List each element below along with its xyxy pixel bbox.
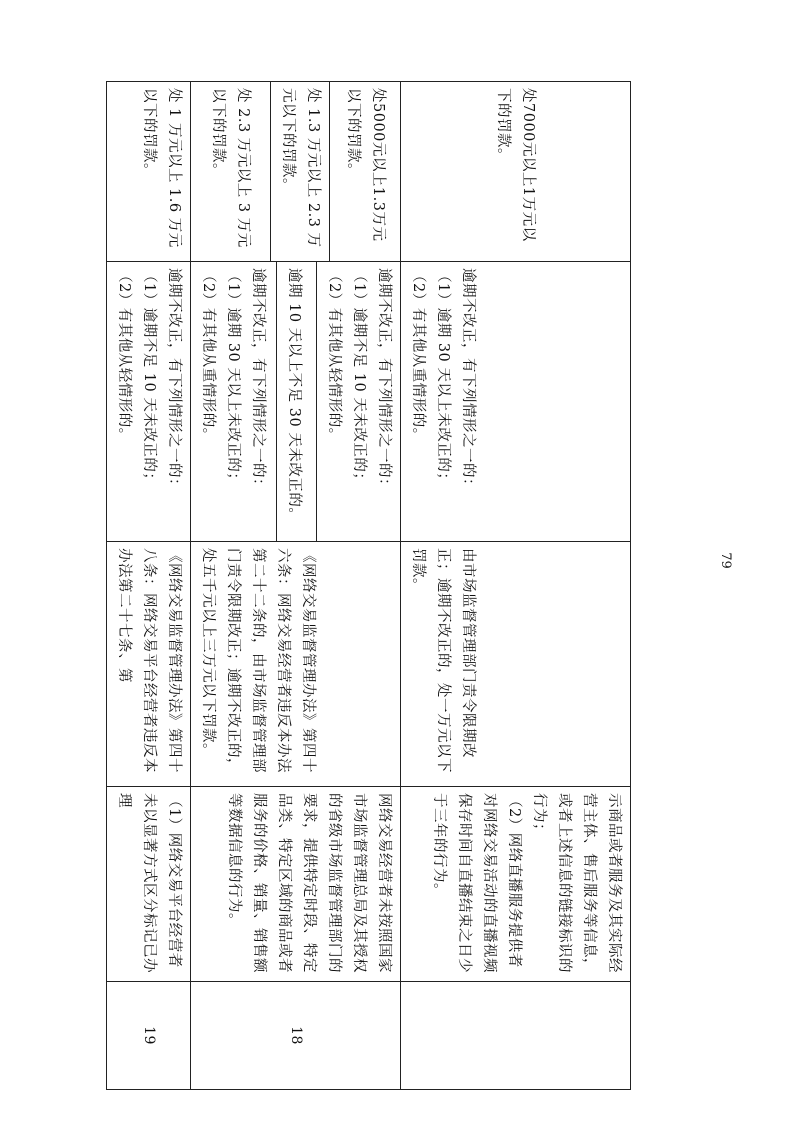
table-frame: [116, 81, 631, 1089]
row-number-cell: 18: [191, 982, 401, 1090]
circumstance-cell: 逾期不改正，有下列情形之一的： （1）逾期 30 天以上未改正的； （2）有其他从重情形的。: [401, 262, 631, 542]
circumstance-cell: 逾期 10 天以上不足 30 天未改正的。: [277, 262, 317, 541]
main-table: [106, 81, 631, 1090]
table-row: [107, 82, 191, 1090]
row-number-cell: [401, 982, 631, 1090]
penalty-group-cell: [191, 82, 401, 262]
circumstance-subtable: [191, 262, 400, 541]
basis-cell: 《网络交易监督管理办法》第四十八条：网络交易平台经营者违反本办法第二十七条、第: [107, 542, 191, 787]
behavior-cell: 示商品或者服务及其实际经营主体、售后服务等信息，或者上述信息的链接标识的行为； （2）网络直播服务提供者对网络交易活动的直播视频保存时间自直播结束之日少于三年的行为。: [401, 787, 631, 982]
basis-cell: 《网络交易监督管理办法》第四十六条：网络交易经营者违反本办法第二十二条的，由市场监督管理部门责令限期改正；逾期不改正的，处五千元以上三万元以下罚款。: [191, 542, 401, 787]
behavior-cell: （1）网络交易平台经营者未以显著方式区分标记已办理: [107, 787, 191, 982]
page-number: 79: [717, 552, 733, 569]
circumstance-cell: 逾期不改正，有下列情形之一的： （1）逾期 30 天以上未改正的； （2）有其他从重情形的。: [200, 268, 266, 493]
circumstance-cell: 逾期不改正，有下列情形之一的： （1）逾期不足 10 天未改正的； （2）有其他从轻情形的。: [107, 262, 191, 542]
penalty-cell: 处7000元以上1万元以下的罚款。: [401, 82, 631, 262]
penalty-cell: 处 1 万元以上 1.6 万元以下的罚款。: [107, 82, 191, 262]
penalty-subtable: [191, 82, 400, 261]
table-row: [191, 82, 401, 1090]
penalty-cell: 处 1.3 万元以上 2.3 万元以下的罚款。: [271, 82, 330, 261]
circumstance-cell: 逾期不改正，有下列情形之一的： （1）逾期不足 10 天未改正的； （2）有其他从轻情形的。: [317, 262, 401, 541]
penalty-cell: 处 2.3 万元以上 3 万元以下的罚款。: [210, 88, 252, 248]
row-number-cell: 19: [107, 982, 191, 1090]
penalty-cell: 处5000元以上1.3万元以下的罚款。: [330, 82, 401, 261]
circumstance-group-cell: [191, 262, 401, 542]
table-row: [401, 82, 631, 1090]
basis-cell: 由市场监督管理部门责令限期改正；逾期不改正的，处一万元以下罚款。: [401, 542, 631, 787]
table-rotator: [116, 81, 631, 1089]
behavior-cell: 网络交易经营者未按照国家市场监督管理总局及其授权的省级市场监督管理部门的要求，提供特定时段、特定品类、特定区域的商品或者服务的价格、销量、销售额等数据信息的行为。: [191, 787, 401, 982]
